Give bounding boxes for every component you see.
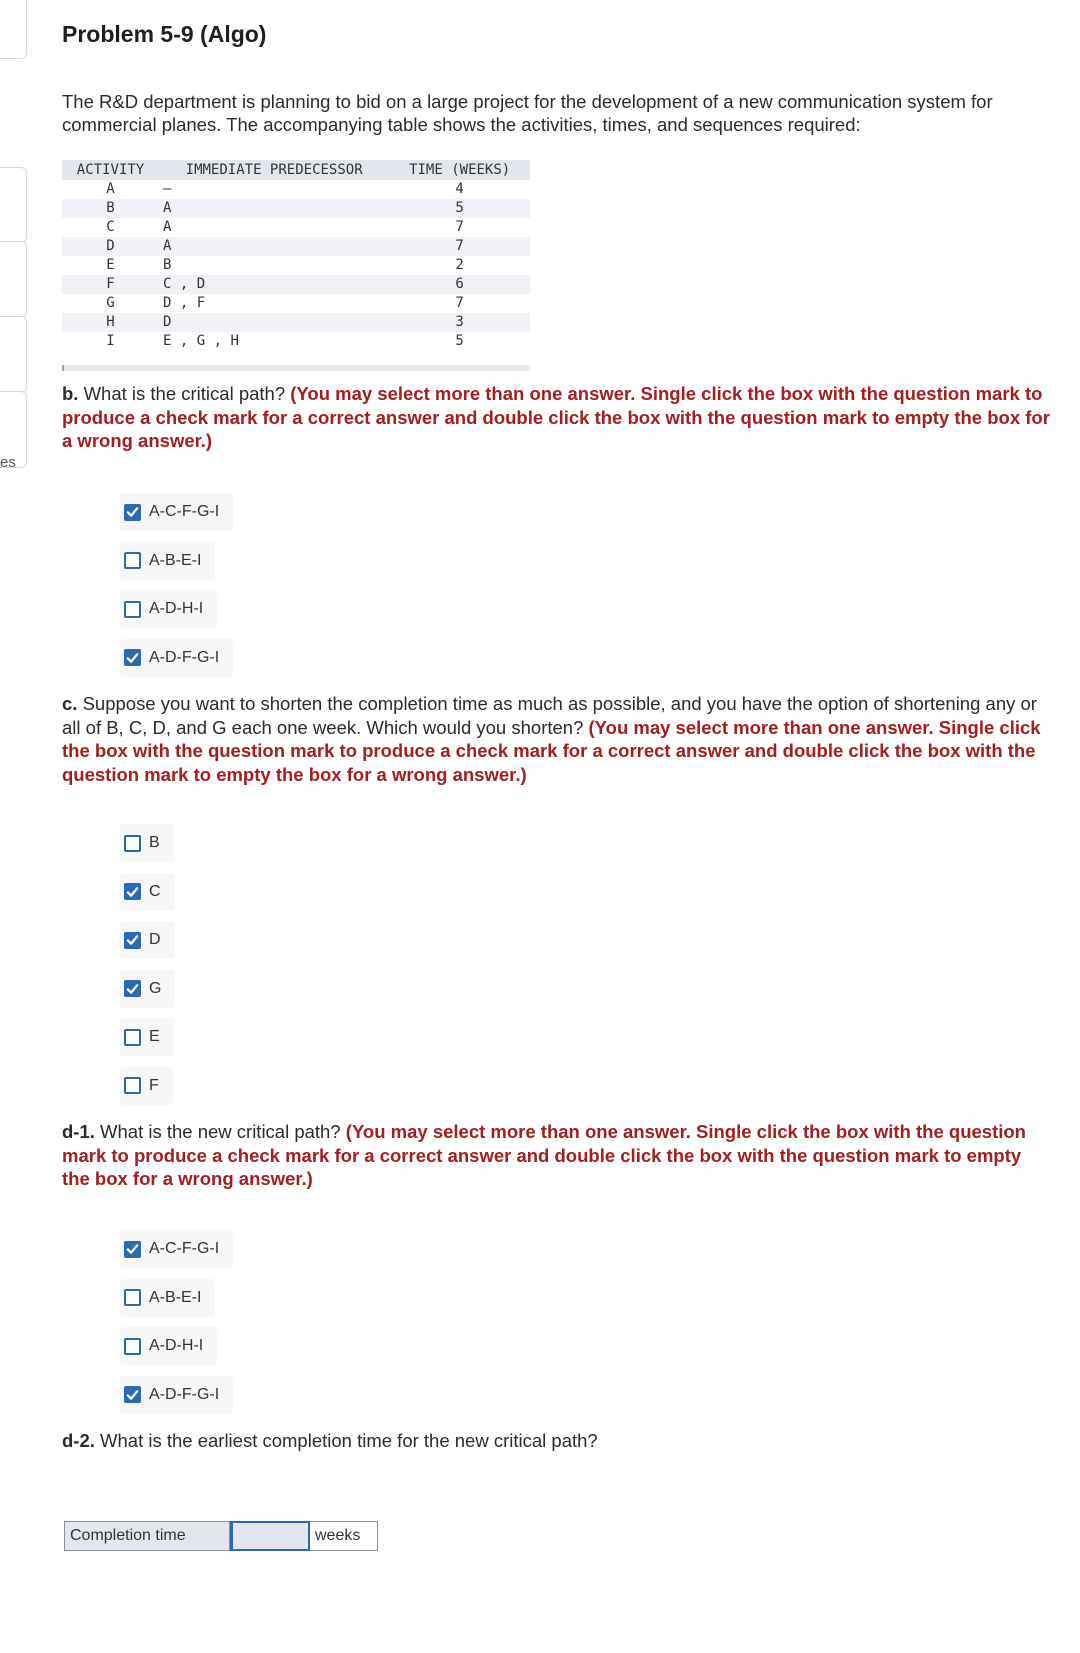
sidebar-tab[interactable] — [0, 316, 27, 393]
option-label: C — [149, 882, 161, 900]
question-d1 — [62, 1120, 1052, 1191]
option-label: A-B-E-I — [149, 1288, 202, 1306]
empty-checkbox-icon[interactable] — [124, 552, 141, 569]
table-row — [62, 218, 530, 237]
option-b[interactable] — [120, 824, 174, 862]
problem-title: Problem 5-9 (Algo) — [62, 21, 267, 47]
table-row — [62, 294, 530, 313]
question-d1-instruction: (You may select more than one answer. Single click the box with the question mark to produce a check mark for a correct answer and double click the box with the question mark to empty the box for a wrong answer.) — [62, 1121, 1026, 1189]
activity-cell: C — [106, 219, 115, 235]
empty-checkbox-icon[interactable] — [124, 1338, 141, 1355]
option-a-d-f-g-i[interactable] — [120, 639, 233, 677]
question-d2-text: What is the earliest completion time for the new critical path? — [94, 1430, 598, 1451]
option-label: B — [149, 834, 160, 851]
question-d2 — [62, 1429, 1052, 1453]
empty-checkbox-icon[interactable] — [124, 835, 141, 852]
checked-checkbox-icon[interactable] — [124, 1386, 141, 1403]
question-b — [62, 382, 1052, 453]
option-label: A-D-H-I — [149, 600, 204, 617]
table-row — [62, 256, 530, 275]
checked-checkbox-icon[interactable] — [124, 980, 141, 997]
time-cell: 4 — [455, 181, 464, 197]
question-b-instruction: (You may select more than one answer. Single click the box with the question mark to produce a check mark for a correct answer and double click the box with the question mark to empty the box for a wrong answer.) — [62, 383, 1050, 451]
option-a-c-f-g-i[interactable] — [120, 493, 233, 531]
activity-cell: A — [106, 181, 115, 197]
sidebar-tab[interactable] — [0, 0, 27, 59]
empty-checkbox-icon[interactable] — [124, 1077, 141, 1094]
table-row — [62, 313, 530, 332]
option-label: E — [149, 1028, 160, 1045]
predecessor-cell: — — [163, 181, 172, 197]
completion-time-row — [64, 1521, 378, 1551]
table-footer-bar — [62, 365, 530, 371]
option-a-d-f-g-i[interactable] — [120, 1376, 233, 1414]
sidebar-tab[interactable] — [0, 241, 27, 318]
completion-time-label: Completion time — [64, 1521, 230, 1551]
sidebar-tab[interactable] — [0, 167, 27, 243]
predecessor-cell: B — [163, 257, 172, 273]
table-header-row — [62, 160, 530, 180]
option-label: A-D-F-G-I — [149, 648, 220, 666]
time-cell: 6 — [389, 275, 530, 294]
option-label: A-C-F-G-I — [149, 1240, 220, 1257]
completion-time-unit: weeks — [310, 1521, 378, 1551]
predecessor-cell: D — [159, 313, 389, 332]
problem-intro: The R&D department is planning to bid on a large project for the development of a new communication system for commercial planes. The accompanying table shows the activities, times, and sequences required: — [62, 91, 993, 135]
question-b-text: What is the critical path? — [78, 383, 291, 404]
option-c[interactable] — [120, 873, 175, 911]
option-f[interactable] — [120, 1067, 173, 1105]
activity-cell: B — [62, 199, 159, 218]
table-body — [62, 180, 530, 351]
question-c-text: Suppose you want to shorten the completion time as much as possible, and you have the option of shortening any or all of B, C, D, and G each one week. Which would you shorten? — [62, 693, 1037, 738]
checked-checkbox-icon[interactable] — [124, 1241, 141, 1258]
option-label: A-D-F-G-I — [149, 1385, 220, 1403]
option-label: G — [149, 979, 162, 997]
predecessor-cell: A — [159, 237, 389, 256]
empty-checkbox-icon[interactable] — [124, 1029, 141, 1046]
option-label: D — [149, 931, 161, 948]
time-cell: 5 — [455, 333, 464, 349]
predecessor-cell: D , F — [163, 295, 206, 311]
predecessor-cell: A — [163, 219, 172, 235]
table-row — [62, 180, 530, 199]
completion-time-input[interactable] — [230, 1521, 310, 1551]
option-a-c-f-g-i[interactable] — [120, 1230, 233, 1268]
question-c-label: c. — [62, 693, 78, 714]
question-d2-label: d-2. — [62, 1430, 95, 1451]
column-header-predecessor: IMMEDIATE PREDECESSOR — [159, 160, 389, 180]
table-row — [62, 237, 530, 256]
activity-table — [62, 160, 530, 351]
option-label: F — [149, 1076, 159, 1094]
activity-cell: E — [106, 257, 115, 273]
sidebar-partial-text: es — [0, 454, 16, 471]
question-b-label: b. — [62, 383, 79, 404]
checked-checkbox-icon[interactable] — [124, 883, 141, 900]
empty-checkbox-icon[interactable] — [124, 1289, 141, 1306]
predecessor-cell: E , G , H — [163, 333, 239, 349]
time-cell: 2 — [455, 257, 464, 273]
option-label: A-B-E-I — [149, 551, 202, 569]
empty-checkbox-icon[interactable] — [124, 601, 141, 618]
option-a-b-e-i[interactable] — [120, 542, 215, 580]
question-c-instruction: (You may select more than one answer. Single click the box with the question mark to produce a check mark for a correct answer and double click the box with the question mark to empty the box for a wrong answer.) — [62, 716, 1041, 785]
option-a-b-e-i[interactable] — [120, 1279, 215, 1317]
table-row — [62, 275, 530, 294]
checked-checkbox-icon[interactable] — [124, 932, 141, 949]
activity-cell: F — [62, 275, 159, 294]
option-label: A-C-F-G-I — [149, 503, 220, 520]
question-d1-label: d-1. — [62, 1121, 95, 1142]
time-cell: 5 — [389, 199, 530, 218]
table-row — [62, 332, 530, 351]
column-header-activity: ACTIVITY — [62, 160, 159, 180]
option-a-d-h-i[interactable] — [120, 590, 217, 628]
checked-checkbox-icon[interactable] — [124, 649, 141, 666]
predecessor-cell: C , D — [159, 275, 389, 294]
activity-cell: H — [62, 313, 159, 332]
time-cell: 3 — [389, 313, 530, 332]
question-d1-text: What is the new critical path? — [94, 1121, 346, 1142]
time-cell: 7 — [389, 237, 530, 256]
activity-cell: D — [62, 237, 159, 256]
activity-cell: G — [106, 295, 115, 311]
time-cell: 7 — [455, 219, 464, 235]
option-a-d-h-i[interactable] — [120, 1327, 217, 1365]
predecessor-cell: A — [159, 199, 389, 218]
option-d[interactable] — [120, 921, 175, 959]
option-e[interactable] — [120, 1018, 174, 1056]
time-cell: 7 — [455, 295, 464, 311]
checked-checkbox-icon[interactable] — [124, 504, 141, 521]
option-g[interactable] — [120, 970, 175, 1008]
question-c — [62, 692, 1052, 786]
activity-cell: I — [106, 333, 115, 349]
table-row — [62, 199, 530, 218]
column-header-time: TIME (WEEKS) — [389, 160, 530, 180]
option-label: A-D-H-I — [149, 1337, 204, 1354]
